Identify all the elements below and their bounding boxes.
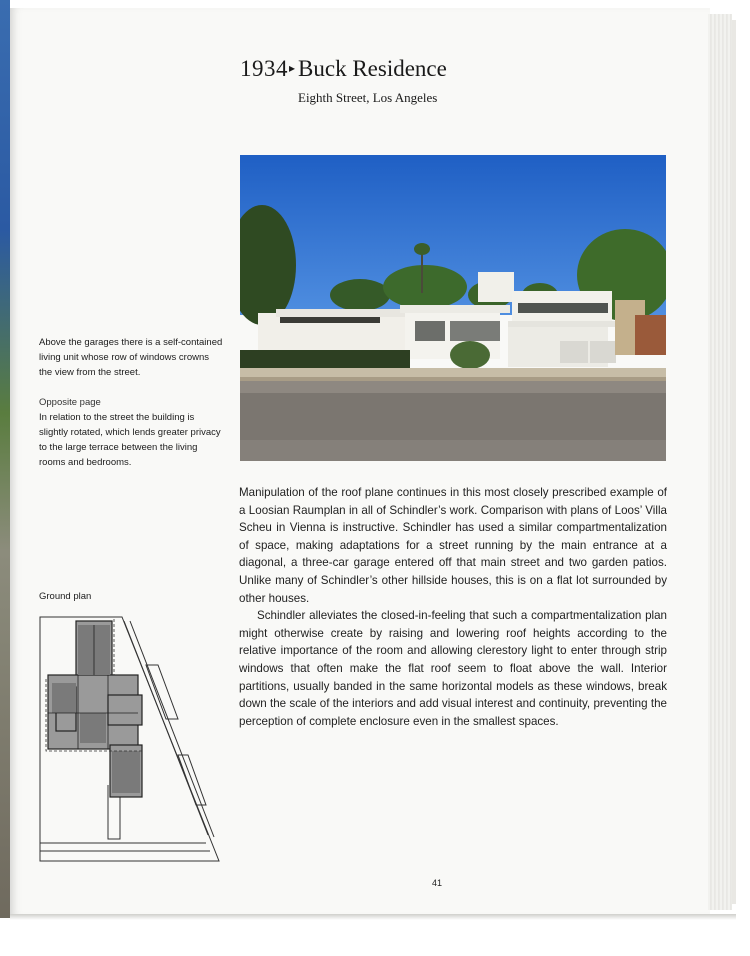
body-paragraph-2: Schindler alleviates the closed-in-feeling that such a compartmentalization plan might otherwise create by raising and lowering roof heights according to the relative importance of the room and allowing clerestory light to enter through strip windows that often make the flat roof seem to float above the wall. Interior partitions, usually banded in the same horizontal models as these windows, break down the scale of the interiors and add visual interest and continuity, preventing the perception of complete enclosure even in the smallest spaces.: [239, 609, 667, 728]
page-stack-edge: [708, 14, 732, 910]
title-arrow-icon: ▸: [289, 61, 296, 75]
title-year: 1934: [240, 56, 288, 81]
ground-plan-drawing: [38, 615, 222, 865]
house-photo: [240, 155, 666, 461]
previous-page-edge: [0, 0, 10, 918]
caption-opposite: [39, 395, 224, 470]
body-text: [239, 484, 667, 730]
page-bottom-shadow: [10, 914, 736, 920]
body-paragraph-1: Manipulation of the roof plane continues in this most closely prescribed example of a Loosian Raumplan in all of Schindler’s work. Comparison with plans of Loos’ Villa Scheu in Vienna is instructive. Schindler has used a similar compartmentalization of space, making adaptations for a street running by the main entrance at a diagonal, a three-car garage entered off that main street and two garden patios. Unlike many of Schindler’s other hillside houses, this is on a flat lot surrounded by other houses.: [239, 486, 667, 605]
page-stack-edge-outer: [732, 20, 736, 904]
page-title: [240, 56, 447, 82]
caption-opposite-text: In relation to the street the building is slightly rotated, which lends greater privacy to the large terrace between the living rooms and bedrooms.: [39, 412, 221, 468]
page-subtitle: Eighth Street, Los Angeles: [298, 90, 438, 105]
page-number: 41: [432, 878, 443, 888]
ground-plan-label: Ground plan: [39, 591, 92, 602]
title-text: Buck Residence: [298, 56, 447, 81]
caption-garages: Above the garages there is a self-contained living unit whose row of windows crowns the view from the street.: [39, 337, 223, 378]
caption-opposite-label: Opposite page: [39, 397, 101, 408]
